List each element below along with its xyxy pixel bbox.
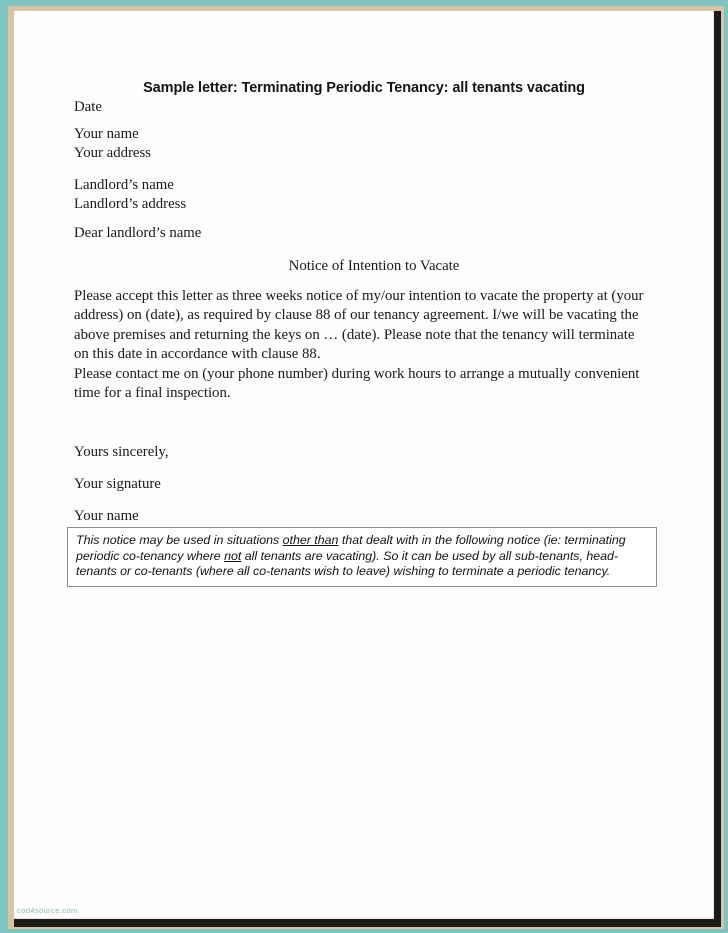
source-watermark: cod4source.com bbox=[17, 906, 78, 915]
note-emphasis-other-than: other than bbox=[282, 533, 339, 547]
recipient-address-label: Landlord’s address bbox=[74, 195, 187, 212]
informational-note-box bbox=[67, 527, 657, 587]
subject-heading: Notice of Intention to Vacate bbox=[288, 258, 460, 274]
recipient-name-label: Landlord’s name bbox=[74, 177, 174, 193]
salutation-line: Dear landlord’s name bbox=[74, 225, 202, 241]
note-emphasis-not: not bbox=[224, 548, 242, 563]
sender-address-label: Your address bbox=[74, 144, 152, 161]
note-box-text bbox=[76, 533, 649, 580]
body-paragraph-2: Please contact me on (your phone number) during work hours to arrange a mutually convenient time for a final inspection. bbox=[74, 366, 640, 402]
note-segment-1: This notice may be used in situations bbox=[76, 533, 283, 547]
note-segment-2: that dealt with in the following notice (ie: terminating periodic co-tenancy where bbox=[76, 533, 626, 563]
signer-name-label: Your name bbox=[74, 508, 139, 524]
letter-body bbox=[14, 11, 714, 919]
closing-line: Yours sincerely, bbox=[74, 444, 169, 460]
signature-placeholder: Your signature bbox=[74, 476, 161, 492]
document-page bbox=[14, 11, 714, 919]
body-paragraph-1: Please accept this letter as three weeks notice of my/our intention to vacate the property at (your address) on (date), as required by clause 88 of our tenancy agreement. I/we will be vacating the above premises and returning the keys on … (date). Please note that the tenancy will terminate on this date in accordance with clause 88. bbox=[74, 288, 644, 363]
recipient-address-block bbox=[74, 176, 186, 213]
page-title: Sample letter: Terminating Periodic Tenancy: all tenants vacating bbox=[143, 80, 585, 96]
date-field-label: Date bbox=[74, 99, 102, 115]
note-segment-3: all tenants are vacating). So it can be used by all sub-tenants, head-tenants or co-tenants (where all co-tenants wish to leave) wishing to terminate a periodic tenancy. bbox=[76, 548, 619, 579]
sender-address-block bbox=[74, 125, 151, 162]
sender-name-label: Your name bbox=[74, 126, 139, 142]
